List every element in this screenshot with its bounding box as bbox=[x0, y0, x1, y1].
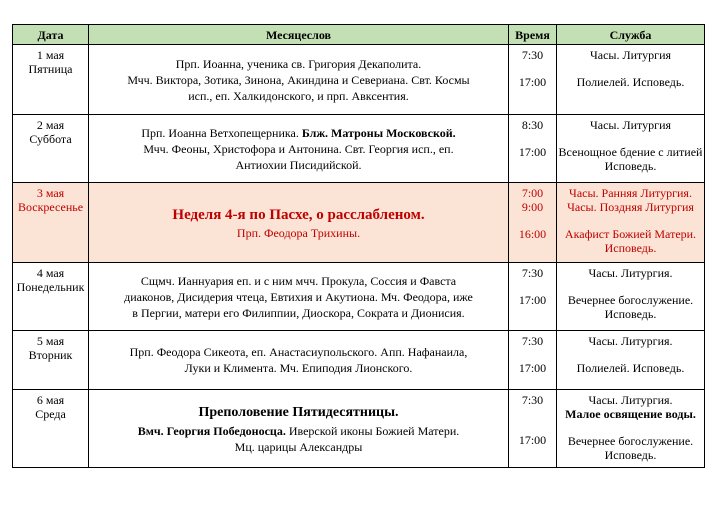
service-line: Часы. Литургия. bbox=[588, 393, 673, 407]
time-value: 16:00 bbox=[518, 227, 547, 241]
time-value: 17:00 bbox=[518, 75, 547, 89]
date-cell bbox=[13, 115, 89, 183]
time-value: 17:00 bbox=[518, 293, 547, 307]
weekday-label: Среда bbox=[35, 407, 66, 421]
date-cell bbox=[13, 183, 89, 263]
time-value: 17:00 bbox=[518, 145, 547, 159]
service-line-bold: Малое освящение воды. bbox=[565, 407, 696, 421]
service-cell bbox=[557, 115, 705, 183]
time-cell bbox=[509, 390, 557, 468]
service-line: Часы. Ранняя Литургия. bbox=[569, 186, 692, 200]
service-line: Часы. Литургия bbox=[589, 118, 672, 132]
menologion-cell bbox=[89, 115, 509, 183]
service-line: Часы. Литургия bbox=[589, 48, 672, 62]
header-time: Время bbox=[509, 25, 557, 45]
service-cell bbox=[557, 45, 705, 115]
day-label: 6 мая bbox=[36, 393, 65, 407]
service-line: Часы. Литургия. bbox=[588, 334, 673, 348]
menologion-cell bbox=[89, 183, 509, 263]
day-label: 3 мая bbox=[36, 186, 65, 200]
weekday-label: Воскресенье bbox=[17, 200, 84, 214]
header-date: Дата bbox=[13, 25, 89, 45]
date-cell bbox=[13, 390, 89, 468]
service-line: Исповедь. bbox=[604, 159, 657, 173]
time-value: 7:00 bbox=[521, 186, 544, 200]
menologion-text: Иверской иконы Божией Матери. bbox=[285, 423, 460, 438]
date-cell bbox=[13, 45, 89, 115]
weekday-label: Понедельник bbox=[16, 280, 85, 294]
service-line: Всенощное бдение с литией bbox=[558, 145, 703, 159]
service-line: Часы. Литургия. bbox=[588, 266, 673, 280]
feast-title: Неделя 4-я по Пасхе, о расслабленом. bbox=[172, 206, 425, 223]
time-cell bbox=[509, 115, 557, 183]
table-row bbox=[13, 45, 705, 115]
menologion-line: Мчч. Феоны, Христофора и Антонина. Свт. Георгия исп., еп. bbox=[143, 141, 454, 156]
weekday-label: Пятница bbox=[28, 62, 73, 76]
day-label: 1 мая bbox=[36, 48, 65, 62]
service-line: Часы. Поздняя Литургия bbox=[567, 200, 694, 214]
menologion-line: диаконов, Дисидерия чтеца, Евтихия и Акутиона. Мч. Феодора, иже bbox=[124, 289, 473, 304]
service-line: Исповедь. bbox=[604, 241, 657, 255]
feast-title: Преполовение Пятидесятницы. bbox=[198, 404, 399, 420]
time-cell bbox=[509, 183, 557, 263]
menologion-cell bbox=[89, 331, 509, 390]
service-line: Полиелей. Исповедь. bbox=[576, 361, 685, 375]
menologion-cell bbox=[89, 263, 509, 331]
time-cell bbox=[509, 331, 557, 390]
service-line: Вечернее богослужение. bbox=[567, 434, 694, 448]
menologion-line: Прп. Иоанна, ученика св. Григория Декаполита. bbox=[175, 56, 422, 71]
menologion-line: исп., еп. Халкидонского, и прп. Авксентия. bbox=[188, 88, 409, 103]
menologion-line bbox=[89, 125, 508, 141]
time-cell bbox=[509, 45, 557, 115]
menologion-line: в Пергии, матери его Филиппии, Диоскора, Сократа и Дионисия. bbox=[132, 305, 465, 320]
time-value: 8:30 bbox=[521, 118, 544, 132]
service-line: Исповедь. bbox=[604, 307, 657, 321]
table-row-sunday bbox=[13, 183, 705, 263]
menologion-line bbox=[89, 423, 508, 439]
day-label: 2 мая bbox=[36, 118, 65, 132]
table-row bbox=[13, 390, 705, 468]
time-cell bbox=[509, 263, 557, 331]
date-cell bbox=[13, 331, 89, 390]
header-menologion: Месяцеслов bbox=[89, 25, 509, 45]
day-label: 5 мая bbox=[36, 334, 65, 348]
day-label: 4 мая bbox=[36, 266, 65, 280]
service-cell bbox=[557, 390, 705, 468]
menologion-bold-text: Вмч. Георгия Победоносца. bbox=[137, 423, 286, 438]
time-value: 7:30 bbox=[521, 393, 544, 407]
time-value: 7:30 bbox=[521, 334, 544, 348]
menologion-line: Сщмч. Ианнуария еп. и с ним мчч. Прокула, Соссия и Фавста bbox=[140, 273, 457, 288]
table-row bbox=[13, 263, 705, 331]
service-line: Полиелей. Исповедь. bbox=[576, 75, 685, 89]
menologion-line: Луки и Климента. Мч. Епиподия Лионского. bbox=[184, 361, 413, 375]
menologion-bold-text: Блж. Матроны Московской. bbox=[301, 125, 456, 140]
menologion-line: Прп. Феодора Сикеота, еп. Анастасиупольского. Апп. Нафанаила, bbox=[129, 345, 468, 359]
service-line: Исповедь. bbox=[604, 448, 657, 462]
menologion-line: Антиохии Писидийской. bbox=[235, 157, 362, 172]
header-service: Служба bbox=[557, 25, 705, 45]
menologion-cell bbox=[89, 390, 509, 468]
menologion-line: Мц. царицы Александры bbox=[234, 439, 363, 454]
weekday-label: Суббота bbox=[29, 132, 72, 146]
date-cell bbox=[13, 263, 89, 331]
service-cell bbox=[557, 331, 705, 390]
service-cell bbox=[557, 263, 705, 331]
schedule-table bbox=[12, 24, 705, 468]
menologion-text: Прп. Иоанна Ветхопещерника. bbox=[141, 125, 302, 140]
table-row bbox=[13, 115, 705, 183]
time-value: 9:00 bbox=[521, 200, 544, 214]
menologion-cell bbox=[89, 45, 509, 115]
time-value: 17:00 bbox=[518, 361, 547, 375]
menologion-line: Прп. Феодора Трихины. bbox=[236, 225, 361, 240]
header-row bbox=[13, 25, 705, 45]
weekday-label: Вторник bbox=[28, 348, 73, 362]
time-value: 7:30 bbox=[521, 266, 544, 280]
service-cell bbox=[557, 183, 705, 263]
menologion-line: Мчч. Виктора, Зотика, Зинона, Акиндина и Севериана. Свт. Космы bbox=[127, 72, 470, 87]
service-line: Вечернее богослужение. bbox=[567, 293, 694, 307]
time-value: 17:00 bbox=[518, 433, 547, 447]
table-row bbox=[13, 331, 705, 390]
time-value: 7:30 bbox=[521, 48, 544, 62]
service-line: Акафист Божией Матери. bbox=[564, 227, 697, 241]
